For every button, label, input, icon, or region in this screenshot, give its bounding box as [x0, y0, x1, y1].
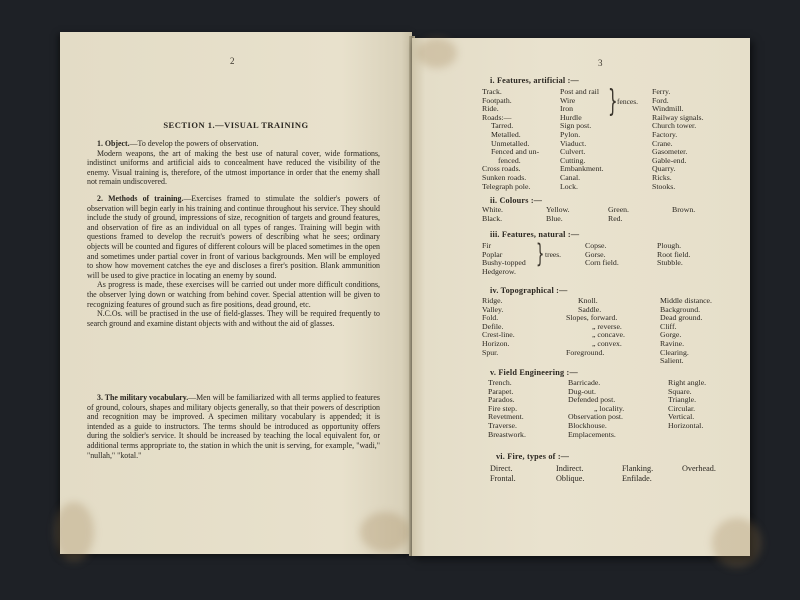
brace-icon: } — [536, 239, 545, 269]
term: Telegraph pole. — [482, 181, 531, 191]
term: Parados. — [488, 395, 515, 405]
term: Sign post. — [560, 121, 592, 131]
term: Blockhouse. — [568, 420, 607, 430]
term: Railway signals. — [652, 112, 704, 122]
term: Gorse. — [585, 249, 606, 259]
term: Canal. — [560, 172, 581, 182]
term: Direct. — [490, 464, 513, 473]
term: Factory. — [652, 129, 678, 139]
methods-text: —Exercises framed to stimulate the soldier's powers of observation will begin early in his training and continue throughout his service. They should include the study of ground, impressions of size, recognition of targets and ground features, and observation of fire as an individual on all types of ranges. Training will begin with questions framed to develop the recruit's powers of describing what he sees; ordinary objects will be counted and figures of different colours will be placed sometimes in the open and sometimes under partial cover in front of various backgrounds. Men will be employed to show how movement catches the eye and discloses a firer's position. Blank ammunition will be used to give practice in locating an enemy by sound. — [87, 194, 381, 280]
term: Gorge. — [660, 330, 682, 340]
term: Pylon. — [560, 129, 581, 139]
term: Dead ground. — [660, 313, 703, 323]
term: Emplacements. — [568, 429, 616, 439]
term: Trench. — [488, 378, 512, 387]
term: Flanking. — [622, 464, 654, 473]
object-text: —To develop the powers of observation. — [129, 139, 259, 148]
term: Poplar — [482, 249, 503, 259]
col-2 — [560, 88, 604, 191]
features-natural-heading: iii. Features, natural :— — [490, 230, 580, 239]
methods-heading: 2. Methods of training. — [97, 194, 184, 203]
methods-paragraph: N.C.Os. will be practised in the use of field-glasses. They will be required frequently to search ground and examine distant objects with and without the aid of glasses. — [87, 309, 380, 328]
term: Triangle. — [668, 395, 697, 405]
term: Enfilade. — [622, 473, 652, 483]
term: Windmill. — [652, 104, 684, 114]
term: Gable-end. — [652, 155, 687, 165]
term: Right angle. — [668, 378, 707, 387]
term: Lock. — [560, 181, 578, 191]
term: Copse. — [585, 241, 607, 250]
term: Valley. — [482, 304, 504, 314]
term: Defile. — [482, 321, 504, 331]
term: Black. — [482, 213, 503, 223]
term: Unmetalled. — [491, 138, 530, 148]
term: Footpath. — [482, 95, 512, 105]
term: Barricade. — [568, 378, 601, 387]
term: Middle distance. — [660, 296, 712, 305]
term: Oblique. — [556, 473, 585, 483]
term: Yellow. — [546, 205, 570, 214]
term: Breastwork. — [488, 429, 526, 439]
term: Blue. — [546, 213, 563, 223]
object-paragraph: Modern weapons, the art of making the best use of natural cover, wide formations, indistinct uniforms and artificial aids to concealment have reduced the visibility of the enemy. Visual training is, therefore, of the utmost importance in order that the enemy shall not remain undiscovered. — [87, 148, 380, 187]
term: Hurdle — [560, 112, 582, 122]
vocabulary-text: —Men will be familiarized with all terms applied to features of ground, colours, shapes and military objects generally, so that their powers of description and recognition may be improved. A specimen military vocabulary is appended; it is intended as a guide to instructors. The terms should be introduced as opportunity offers during the soldier's service. It should be increased by teaching the local equivalent for, or additional terms appropriate to, the station in which the unit is serving, for example, "wadi," "nullah," "kotal." — [87, 393, 380, 460]
term: Saddle. — [578, 304, 602, 314]
term: Embankment. — [560, 164, 604, 174]
term: Indirect. — [556, 464, 584, 473]
brace-label: fences. — [617, 97, 639, 106]
term: Horizontal. — [668, 420, 704, 430]
term: Sunken roads. — [482, 172, 527, 182]
methods-paragraph: As progress is made, these exercises will be carried out under more difficult conditions, the observer lying down or watching from behind cover. Special attention will be given to recognizing features of ground such as fire positions, dead ground, etc. — [87, 280, 380, 309]
term: Revetment. — [488, 412, 524, 422]
term: Dug-out. — [568, 386, 596, 396]
term: Spur. — [482, 347, 499, 357]
term: Red. — [608, 213, 623, 223]
term: Foreground. — [566, 347, 605, 357]
term: Cliff. — [660, 321, 677, 331]
term: Overhead. — [682, 464, 716, 473]
term: Ford. — [652, 95, 669, 105]
term: Square. — [668, 386, 692, 396]
left-page — [60, 32, 412, 554]
term: Corn field. — [585, 258, 619, 268]
term: Iron — [560, 104, 573, 114]
term: „ reverse. — [592, 321, 622, 331]
methods-block — [87, 194, 380, 328]
topographical-heading: iv. Topographical :— — [490, 286, 568, 295]
term: Crest-line. — [482, 330, 515, 340]
term: Horizon. — [482, 338, 510, 348]
page-number: 3 — [598, 58, 603, 68]
term: Cutting. — [560, 155, 586, 165]
features-artificial-heading: i. Features, artificial :— — [490, 76, 579, 85]
vocabulary-block — [87, 393, 380, 460]
term: Background. — [660, 304, 701, 314]
term: Clearing. — [660, 347, 689, 357]
col-3 — [652, 88, 704, 191]
term: Brown. — [672, 205, 696, 214]
vocabulary-heading: 3. The military vocabulary. — [97, 393, 189, 402]
term: „ convex. — [592, 338, 622, 348]
term: Ricks. — [652, 172, 672, 182]
term: fenced. — [498, 155, 521, 165]
term: Cross roads. — [482, 164, 521, 174]
object-block — [87, 139, 380, 187]
term: Traverse. — [488, 420, 517, 430]
brace-label: trees. — [545, 250, 562, 259]
term: Salient. — [660, 356, 684, 366]
term: Green. — [608, 205, 629, 214]
term: Post and rail — [560, 87, 599, 96]
fire-heading: vi. Fire, types of :— — [496, 452, 570, 461]
term: Quarry. — [652, 164, 676, 174]
term: Parapet. — [488, 386, 514, 396]
col-1 — [482, 88, 539, 191]
term: Defended post. — [568, 395, 616, 405]
page-number: 2 — [230, 56, 235, 66]
term: Knoll. — [578, 296, 598, 305]
term: Metalled. — [491, 129, 521, 139]
term: Ridge. — [482, 296, 503, 305]
right-page — [412, 38, 750, 556]
term: „ concave. — [592, 330, 625, 340]
term: Slopes, forward. — [566, 313, 618, 323]
term: Ferry. — [652, 87, 671, 96]
term: Root field. — [657, 249, 691, 259]
colours-heading: ii. Colours :— — [490, 196, 543, 205]
term: Ravine. — [660, 338, 685, 348]
term: Crane. — [652, 138, 673, 148]
term: „ locality. — [594, 403, 625, 413]
term: Bushy-topped — [482, 258, 526, 268]
term: Fold. — [482, 313, 499, 323]
term: Stubble. — [657, 258, 683, 268]
term: Plough. — [657, 241, 682, 250]
term: Gasometer. — [652, 147, 688, 157]
term: Track. — [482, 87, 502, 96]
term: Vertical. — [668, 412, 695, 422]
term: Roads:— — [482, 112, 512, 122]
term: Wire — [560, 95, 576, 105]
term: Culvert. — [560, 147, 586, 157]
object-heading: 1. Object. — [97, 139, 130, 148]
section-title: SECTION 1.—VISUAL TRAINING — [163, 120, 309, 130]
term: Viaduct. — [560, 138, 587, 148]
term: Circular. — [668, 403, 696, 413]
brace-icon: } — [608, 84, 618, 119]
field-engineering-heading: v. Field Engineering :— — [490, 368, 578, 377]
term: Fir — [482, 241, 492, 250]
term: Fire step. — [488, 403, 518, 413]
term: Ride. — [482, 104, 499, 114]
term: Observation post. — [568, 412, 624, 422]
term: Frontal. — [490, 473, 516, 483]
term: Tarred. — [491, 121, 514, 131]
term: Hedgerow. — [482, 266, 516, 276]
term: Church tower. — [652, 121, 697, 131]
term: White. — [482, 205, 503, 214]
term: Fenced and un- — [491, 147, 540, 157]
term: Stooks. — [652, 181, 676, 191]
